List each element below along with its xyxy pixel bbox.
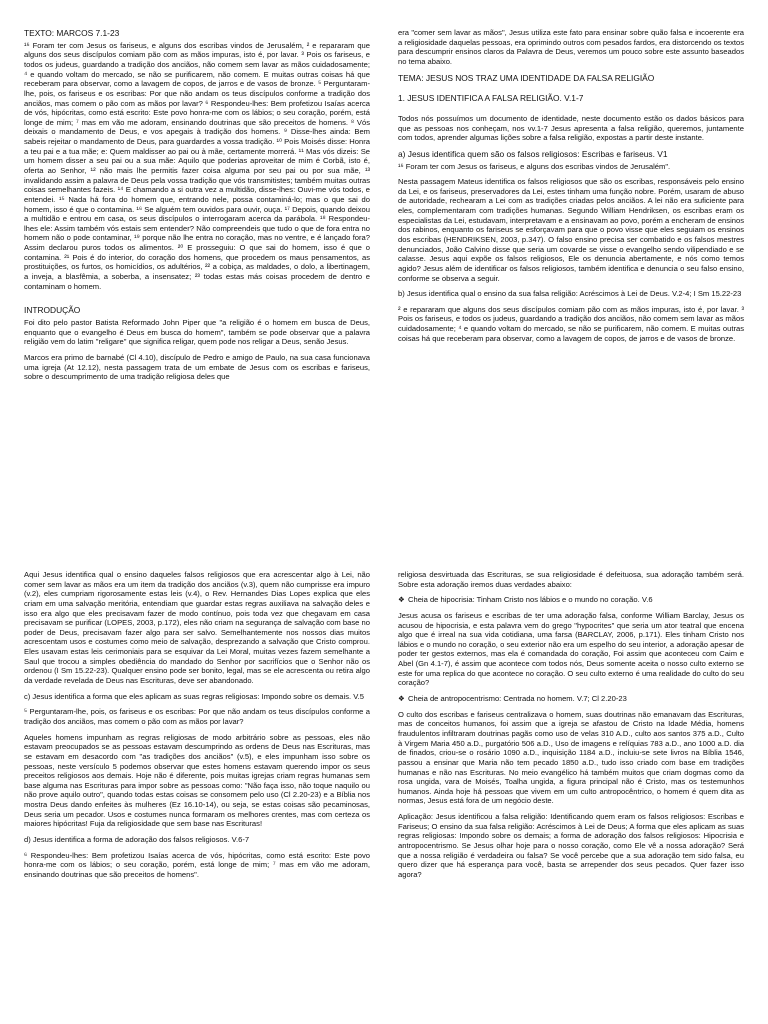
paragraph: Nesta passagem Mateus identifica os falsos religiosos que são os escribas, responsáveis pelo ensino da Lei, e os fariseus, preservadores da Lei, estes tinham uma função nobre. Porém, usaram de abuso de autoridade, rechearam a Lei com as tradições criadas pelos anciãos. A lei não era suficiente para eles, complementaram com tradições humanas. Segundo William Hendriksen, os escribas eram os especialistas da Lei, estudavam, interpretavam e a ensinavam ao povo, porém a encheram de ensinos dos rabinos, enquanto os fariseus se esforçavam para que o povo visse que eles seguiam os ensinos dos escribas (HENDRIKSEN, 2003, p.347). O falso ensino precisa ser combatido e os falsos mestres denunciados, João Calvino disse que seria um covarde se visse o evangelho sendo vilipendiado e se calasse. Jesus aqui expõe os falsos religiosos, Ele os denuncia abertamente, e nós como temos agido? Jesus além de identificar os falsos religiosos, também identifica e denuncia o seu falso ensino, conforme se observa a seguir. xyxy=(398,177,744,283)
column-right xyxy=(398,570,744,1020)
bullet-item xyxy=(398,595,744,605)
verse-quote: ¹⁶ Foram ter com Jesus os fariseus, e alguns dos escribas vindos de Jerusalém". xyxy=(398,161,671,171)
paragraph: Todos nós possuímos um documento de identidade, neste documento estão os dados básicos para que as pessoas nos conheçam, nos vv.1-7 Jesus apresenta a falsa religião, queremos, juntamente com todos, aprender algumas lições sobre a falsa religião, expostas a partir deste instante. xyxy=(398,113,744,143)
subpoint-heading: d) Jesus identifica a forma de adoração dos falsos religiosos. V.6-7 xyxy=(24,835,250,845)
application-paragraph: Aplicação: Jesus identificou a falsa religião: Identificando quem eram os falsos religiosos: Escribas e Fariseus; O ensino da sua falsa religião: Acréscimos à Lei de Deus; A forma que eles aplicam as suas regras religiosas: Impondo sobre os demais; a forma de adoração dos falsos religiosos: Hipocrisia e antropocentrismo. Se Jesus olhar hoje para o nosso coração, como Ele vê a nossa adoração? Será que a nossa religião é verdadeira ou falsa? Se você percebe que a sua adoração tem sido falsa, eu quero dizer que há esperança para você, basta se arrepender dos seus pecados. Quer fazer isso agora? xyxy=(398,812,744,879)
intro-heading: INTRODUÇÃO xyxy=(24,305,81,316)
column-left xyxy=(24,570,370,1020)
paragraph: era "comer sem lavar as mãos", Jesus utiliza este fato para ensinar sobre quão falsa e incoerente era a religiosidade daquelas pessoas, era oprimindo outros com pesados fardos, era distorcendo os textos para descumprir ensinos claros da Palavra de Deus, veremos um pouco sobre este assunto baseados no tema abaixo. xyxy=(398,28,744,66)
verse-quote: ⁶ Respondeu-lhes: Bem profetizou Isaías acerca de vós, hipócritas, como está escrito: Este povo honra-me com os lábios; o seu coração, porém, está longe de mim; ⁷ mas em vão me adoram, ensinando doutrinas que são preceitos de homens". xyxy=(24,850,370,879)
bullet-text: Cheia de antropocentrismo: Centrada no homem. V.7; Cl 2.20-23 xyxy=(408,694,627,704)
column-right xyxy=(398,28,744,506)
bullet-text: Cheia de hipocrisia: Tinham Cristo nos lábios e o mundo no coração. V.6 xyxy=(408,595,653,605)
paragraph: religiosa desvirtuada das Escrituras, se sua religiosidade é defeituosa, sua adoração também será. Sobre esta adoração iremos duas verdades abaixo: xyxy=(398,570,744,589)
scripture-passage: ¹⁶ Foram ter com Jesus os fariseus, e alguns dos escribas vindos de Jerusalém, ² e repararam que alguns dos seus discípulos comiam pão com as mãos impuras, isto é, por lavar. ³ Pois os fariseus, e todos os judeus, guardando a tradição dos anciãos, não comem sem lavar as mãos cuidadosamente; ⁴ e quando voltam do mercado, se não se purificarem, não comem. E muitas outras coisas há que receberam para observar, como a lavagem de copos, de jarros e de vasos de bronze. ⁵ Perguntaram-lhe, pois, os fariseus e os escribas: Por que não andam os teus discípulos conforme a tradição dos anciãos, mas comem o pão com as mãos por lavar? ⁶ Respondeu-lhes: Bem profetizou Isaías acerca de vós, hipócritas, como está escrito: Este povo honra-me com os lábios; o seu coração, porém, está longe de mim; ⁷ mas em vão me adoram, ensinando doutrinas que são preceitos de homens. ⁸ Vós deixais o mandamento de Deus, e vos apegais à tradição dos homens. ⁹ Disse-lhes ainda: Bem sabeis rejeitar o mandamento de Deus, para guardardes a vossa tradição. ¹⁰ Pois Moisés disse: Honra a teu pai e a tua mãe; e: Quem maldisser ao pai ou à mãe, certamente morrerá. ¹¹ Mas vós dizeis: Se um homem disser a seu pai ou a sua mãe: Aquilo que poderias aproveitar de mim é Corbã, isto é, oferta ao Senhor, ¹² não mais lhe permitis fazer coisa alguma por seu pai ou por sua mãe, ¹³ invalidando assim a palavra de Deus pela vossa tradição que vós transmitistes; também muitas outras coisas semelhantes fazeis. ¹⁴ E chamando a si outra vez a multidão, disse-lhes: Ouvi-me vós todos, e entendei. ¹⁵ Nada há fora do homem que, entrando nele, possa contaminá-lo; mas o que sai do homem, isso é que o contamina. ¹⁶ Se alguém tem ouvidos para ouvir, ouça. ¹⁷ Depois, quando deixou a multidão e entrou em casa, os seus discípulos o interrogaram acerca da parábola. ¹⁸ Respondeu-lhes ele: Assim também vós estais sem entender? Não compreendeis que tudo o que de fora entra no homem não o pode contaminar, ¹⁹ porque não lhe entra no coração, mas no ventre, e é lançado fora? Assim declarou puros todos os alimentos. ²⁰ E prosseguiu: O que sai do homem, isso é que o contamina. ²¹ Pois é do interior, do coração dos homens, que procedem os maus pensamentos, as prostituições, os furtos, os homicídios, os adultérios, ²² a cobiça, as maldades, o dolo, a libertinagem, a inveja, a blasfêmia, a soberba, a insensatez; ²³ todas estas más coisas procedem de dentro e contaminam o homem. xyxy=(24,40,370,291)
column-left xyxy=(24,28,370,506)
verse-quote: ⁵ Perguntaram-lhe, pois, os fariseus e os escribas: Por que não andam os teus discípulos conforme a tradição dos anciãos, mas comem o pão com as mãos por lavar? xyxy=(24,707,370,726)
theme-heading: TEMA: JESUS NOS TRAZ UMA IDENTIDADE DA FALSA RELIGIÃO xyxy=(398,72,655,83)
intro-paragraph: Foi dito pelo pastor Batista Reformado John Piper que "a religião é o homem em busca de Deus, enquanto que o evangelho é Deus em busca do homem", também se pode observar que a palavra religião vem do latim "religare" que significa religar, quem pode nos religar a Deus, senão Jesus. xyxy=(24,318,370,347)
bullet-item xyxy=(398,694,744,704)
verse-quote: ² e repararam que alguns dos seus discípulos comiam pão com as mãos impuras, isto é, por lavar. ³ Pois os fariseus, e todos os judeus, guardando a tradição dos anciãos, não comem sem lavar as mãos cuidadosamente; ⁴ e quando voltam do mercado, se não se purificarem, não comem. E muitas outras coisas há que receberam para observar, como a lavagem de copos, de jarros e de vasos de bronze. xyxy=(398,304,744,343)
text-title: TEXTO: MARCOS 7.1-23 xyxy=(24,28,120,38)
point-heading: 1. JESUS IDENTIFICA A FALSA RELIGIÃO. V.1-7 xyxy=(398,93,584,104)
intro-paragraph: Marcos era primo de barnabé (Cl 4.10), discípulo de Pedro e amigo de Paulo, na sua casa funcionava uma igreja (At 12.12), nesta passagem trata de um embate de Jesus com os escribas e fariseus, sobre o descumprimento de uma tradição religiosa deles que xyxy=(24,352,370,382)
paragraph: Aqui Jesus identifica qual o ensino daqueles falsos religiosos que era acrescentar algo à Lei, não comer sem lavar as mãos era um item da tradição dos anciãos (v.3), quem não cumprisse era impuro (v.2), eles cumpriam rigorosamente estas leis (v.4), o Rev. Hernandes Dias Lopes explica que eles criam em uma salvação meritória, entendiam que guardar estas regras auxiliava na salvação deles e isso era algo que eles precisavam fazer de modo contínuo, pois toda vez que chegavam em casa precisavam se purificar (LOPES, 2003, p.172), eles não criam na segurança de salvação com base no poder de Deus, precisavam fazer algo para ser salvo. Semelhantemente nos nossos dias muitos acrescentam usos e costumes como meio de salvação, desprezando a salvação que Cristo comprou. Eles usavam estas leis cerimoniais para se esquivar da Lei Moral, muitas vezes fazem semelhante a Saul que trocou a simples obediência do mandado do Senhor por sacrifícios que o Senhor não os ordenou (I Sm 15.22-23). Qualquer ensino pode ser bonito, legal, mas se ele acrescenta ou retira algo da verdade revelada de Deus nas Escrituras, deve ser abandonado. xyxy=(24,570,370,686)
subpoint-heading: c) Jesus identifica a forma que eles aplicam as suas regras religiosas: Impondo sobre os demais. V.5 xyxy=(24,691,364,701)
bullet-icon: ❖ xyxy=(398,595,405,605)
subpoint-heading: a) Jesus identifica quem são os falsos religiosos: Escribas e fariseus. V1 xyxy=(398,148,668,159)
paragraph: Jesus acusa os fariseus e escribas de ter uma adoração falsa, conforme William Barclay, Jesus os acusou de hipocrisia, e esta palavra vem do grego "hypocrites" que seria um ator teatral que encena algo que é irreal na sua vida cotidiana, uma farsa (BARCLAY, 2006, p.171). Eles tinham Cristo nos lábios e o mundo no coração, o seu exterior não era um espelho do seu interior, a adoração apesar de poder ter gestos externos, mas ela é comandada do coração, Foi assim que aconteceu com Caim e Abel (Gn 4.1-7), é assim que acontece com todos nós, Deus somente aceita o nosso culto externo se este for uma replica do que acontece no coração. O seu culto externo é uma realidade do culto do seu coração? xyxy=(398,610,744,688)
subpoint-heading: b) Jesus identifica qual o ensino da sua falsa religião: Acréscimos à Lei de Deus. V.2-4; I Sm 15.22-23 xyxy=(398,289,742,299)
page-bottom xyxy=(0,512,768,1024)
paragraph: Aqueles homens impunham as regras religiosas de modo arbitrário sobre as pessoas, eles não estavam preocupados se as pessoas estavam descumprindo as ordens de Deus nas Escrituras, mas se estavam em desacordo com "as tradições dos anciãos" (v.5), e eles impunham isso sobre os pessoas, neste versículo 5 podemos observar que estes homens estavam querendo impor os seus preceitos religiosos aos demais. Hoje não é diferente, pois muitas igrejas criam regras humanas sem base alguma nas Escrituras para impor sobre as pessoas como: "Não faça isso, não toque naquilo ou não prove aquilo outro", quando todas estas coisas se consomem pelo uso (Cl 2.20-23) e a Bíblia nos mostra Deus dando enfeites às mulheres (Ez 16.10-14), ou seja, se estas coisas são pecaminosas, Deus seria um pecador. Usos e costumes nunca formaram os melhores crentes, mas com certeza os maiores hipócritas! Fuja da religiosidade que sem base nas Escrituras! xyxy=(24,732,370,829)
paragraph: O culto dos escribas e fariseus centralizava o homem, suas doutrinas não emanavam das Escrituras, mas de conceitos humanos, foi assim que a igreja se afastou de Cristo na Idade Média, homens fraudulentos infiltraram doutrinas pagãs como uso de velas 310 A.D., culto aos santos 375 a.D., Culto à Virgem Maria 450 a.D., purgatório 506 a.D., Uso de imagens e relíquias 783 a.D., ano 1000 a.D. dia de finados, criou-se o rosário 1090 a.D., inquisição 1184 a.D., incluiu-se sete livros na Bíblia 1546, passou a ensinar que Maria não tem pecado 1850 a.D., tudo isso criado com base em tradições humanas e não nas Escrituras. No meio evangélico há também muitos que criam dogmas como da rosa ungida, vara de Moisés, Toalha ungida, a figura principal não é Cristo, mas os testemunhos humanos. Ainda hoje há pessoas que vivem em um culto antropocêntrico, o homem é quem dita as normas, Jesus está fora de um negócio deste. xyxy=(398,709,744,806)
bullet-icon: ❖ xyxy=(398,694,405,704)
